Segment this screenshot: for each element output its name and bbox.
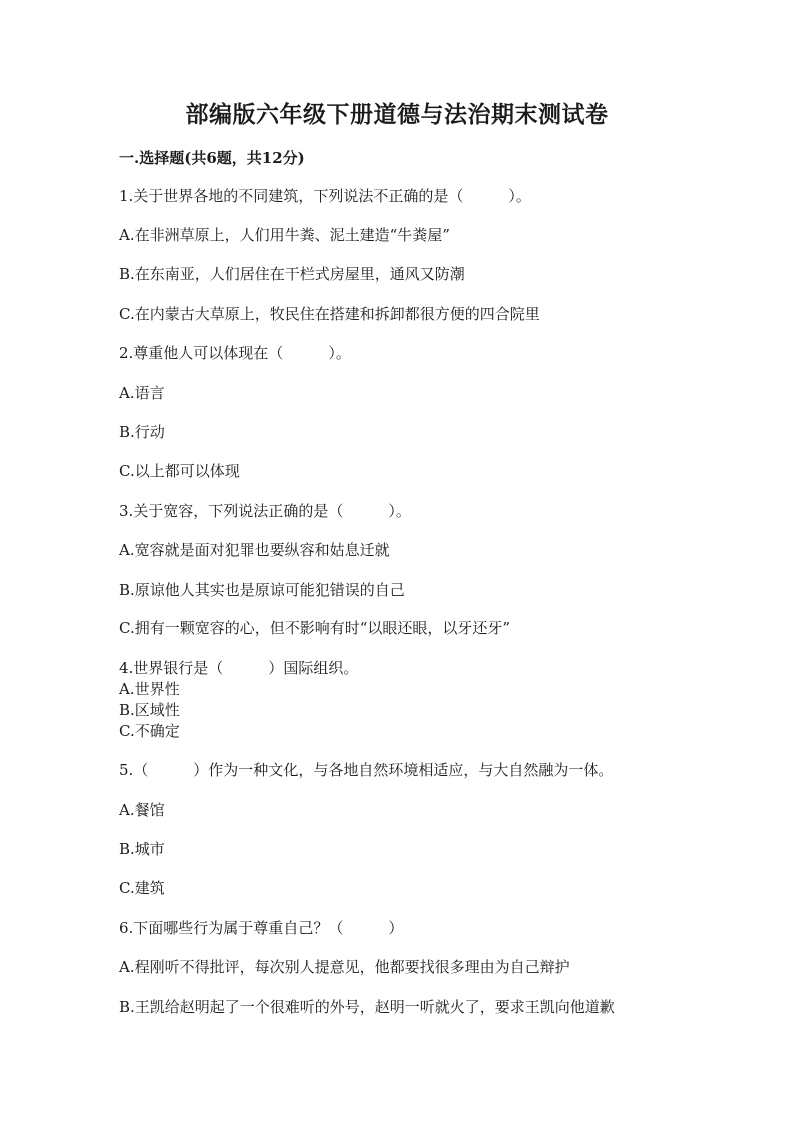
- question-4: 4.世界银行是（ ）国际组织。: [119, 659, 359, 677]
- option-5a: A.餐馆: [119, 801, 165, 819]
- option-6a: A.程刚听不得批评，每次别人提意见，他都要找很多理由为自己辩护: [119, 958, 570, 976]
- option-2b: B.行动: [119, 423, 165, 441]
- option-4a: A.世界性: [119, 680, 180, 698]
- option-4c: C.不确定: [119, 722, 180, 740]
- option-3b: B.原谅他人其实也是原谅可能犯错误的自己: [119, 581, 405, 599]
- question-1: 1.关于世界各地的不同建筑，下列说法不正确的是（ ）。: [119, 187, 531, 205]
- question-3: 3.关于宽容，下列说法正确的是（ ）。: [119, 502, 411, 520]
- question-2: 2.尊重他人可以体现在（ ）。: [119, 344, 351, 362]
- option-1c: C.在内蒙古大草原上，牧民住在搭建和拆卸都很方便的四合院里: [119, 305, 540, 323]
- section-heading: 一.选择题(共6题，共12分): [119, 149, 305, 167]
- option-1b: B.在东南亚，人们居住在干栏式房屋里，通风又防潮: [119, 265, 465, 283]
- option-3c: C.拥有一颗宽容的心，但不影响有时“以眼还眼，以牙还牙”: [119, 619, 511, 637]
- option-2a: A.语言: [119, 384, 165, 402]
- option-3a: A.宽容就是面对犯罪也要纵容和姑息迁就: [119, 541, 390, 559]
- option-6b: B.王凯给赵明起了一个很难听的外号，赵明一听就火了，要求王凯向他道歉: [119, 998, 615, 1016]
- exam-title: 部编版六年级下册道德与法治期末测试卷: [185, 101, 609, 128]
- option-2c: C.以上都可以体现: [119, 462, 240, 480]
- option-1a: A.在非洲草原上，人们用牛粪、泥土建造“牛粪屋”: [119, 226, 450, 244]
- question-5: 5.（ ）作为一种文化，与各地自然环境相适应，与大自然融为一体。: [119, 761, 614, 779]
- option-5b: B.城市: [119, 840, 165, 858]
- option-5c: C.建筑: [119, 879, 165, 897]
- option-4b: B.区域性: [119, 701, 180, 719]
- question-6: 6.下面哪些行为属于尊重自己？（ ）: [119, 919, 404, 937]
